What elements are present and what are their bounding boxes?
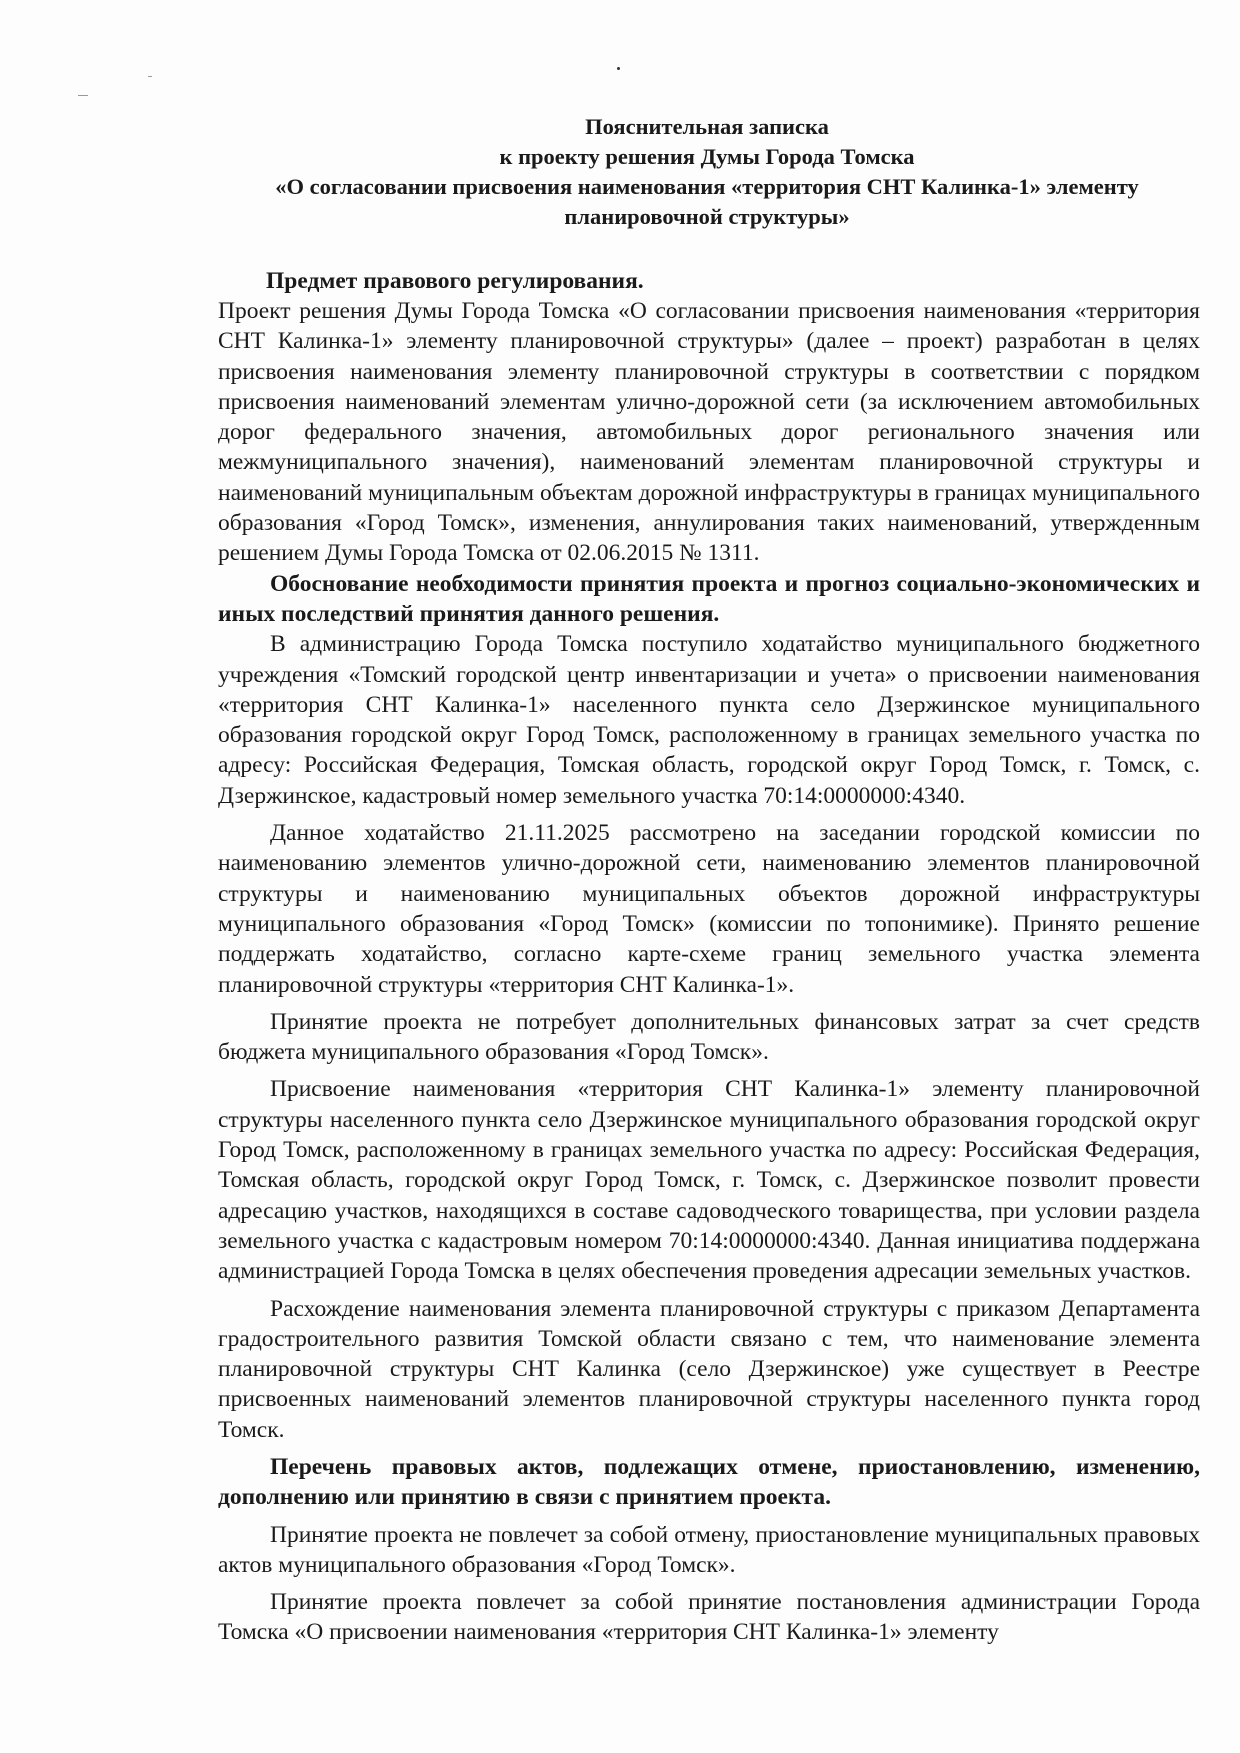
justification-paragraph-2: Данное ходатайство 21.11.2025 рассмотрено на заседании городской комиссии по наименованию элементов улично-дорожной сети, наименованию элементов планировочной структуры и наименованию муниципальных объектов дорожной инфраструктуры муниципального образования «Город Томск» (комиссии по топонимике). Принято решение поддержать ходатайство, согласно карте-схеме границ земельного участка элемента планировочной структуры «территория СНТ Калинка-1».	[218, 820, 1200, 998]
document-title	[214, 112, 1200, 232]
title-line-1: Пояснительная записка	[585, 114, 829, 139]
title-line-4: планировочной структуры»	[564, 204, 850, 229]
justification-paragraph-1: В администрацию Города Томска поступило ходатайство муниципального бюджетного учреждения «Томский городской центр инвентаризации и учета» о присвоении наименования «территория СНТ Калинка-1» населенного пункта село Дзержинское муниципального образования городской округ Город Томск, расположенному в границах земельного участка по адресу: Российская Федерация, Томская область, городской округ Город Томск, г. Томск, с. Дзержинское, кадастровый номер земельного участка 70:14:0000000:4340.	[218, 631, 1200, 809]
scan-artifact-dot	[617, 67, 620, 70]
justification-heading: Обоснование необходимости принятия проекта и прогноз социально-экономических и иных последствий принятия данного решения.	[218, 570, 1200, 627]
acts-paragraph-1: Принятие проекта не повлечет за собой отмену, приостановление муниципальных правовых актов муниципального образования «Город Томск».	[218, 1521, 1200, 1578]
justification-paragraph-4: Присвоение наименования «территория СНТ Калинка-1» элементу планировочной структуры населенного пункта село Дзержинское муниципального образования городской округ Город Томск, расположенному в границах земельного участка по адресу: Российская Федерация, Томская область, городской округ Город Томск, г. Томск, с. Дзержинское позволит провести адресацию участков, находящихся в составе садоводческого товарищества, при условии раздела земельного участка с кадастровым номером 70:14:0000000:4340. Данная инициатива поддержана администрацией Города Томска в целях обеспечения проведения адресации земельных участков.	[218, 1076, 1200, 1285]
document-body	[218, 112, 1200, 1648]
title-line-3: «О согласовании присвоения наименования «территория СНТ Калинка-1» элементу	[275, 174, 1139, 199]
scan-artifact-mark	[78, 95, 88, 96]
acts-paragraph-2: Принятие проекта повлечет за собой принятие постановления администрации Города Томска «О присвоении наименования «территория СНТ Калинка-1» элементу	[218, 1589, 1200, 1646]
title-line-2: к проекту решения Думы Города Томска	[499, 144, 915, 169]
acts-heading: Перечень правовых актов, подлежащих отмене, приостановлению, изменению, дополнению или принятию в связи с принятием проекта.	[218, 1453, 1200, 1511]
scan-artifact-mark	[148, 76, 152, 77]
subject-heading: Предмет правового регулирования.	[266, 268, 644, 294]
justification-paragraph-3: Принятие проекта не потребует дополнительных финансовых затрат за счет средств бюджета муниципального образования «Город Томск».	[218, 1008, 1200, 1066]
justification-paragraph-5: Расхождение наименования элемента планировочной структуры с приказом Департамента градостроительного развития Томской области связано с тем, что наименование элемента планировочной структуры СНТ Калинка (село Дзержинское) уже существует в Реестре присвоенных наименований элементов планировочной структуры населенного пункта город Томск.	[218, 1295, 1200, 1443]
subject-paragraph: Проект решения Думы Города Томска «О согласовании присвоения наименования «территория СНТ Калинка-1» элементу планировочной структуры» (далее – проект) разработан в целях присвоения наименования элементу планировочной структуры в соответствии с порядком присвоения наименований элементам улично-дорожной сети (за исключением автомобильных дорог федерального значения, автомобильных дорог регионального значения или межмуниципального значения), наименований элементам планировочной структуры и наименований муниципальным объектам дорожной инфраструктуры в границах муниципального образования «Город Томск», изменения, аннулирования таких наименований, утвержденным решением Думы Города Томска от 02.06.2015 № 1311.	[218, 298, 1200, 567]
